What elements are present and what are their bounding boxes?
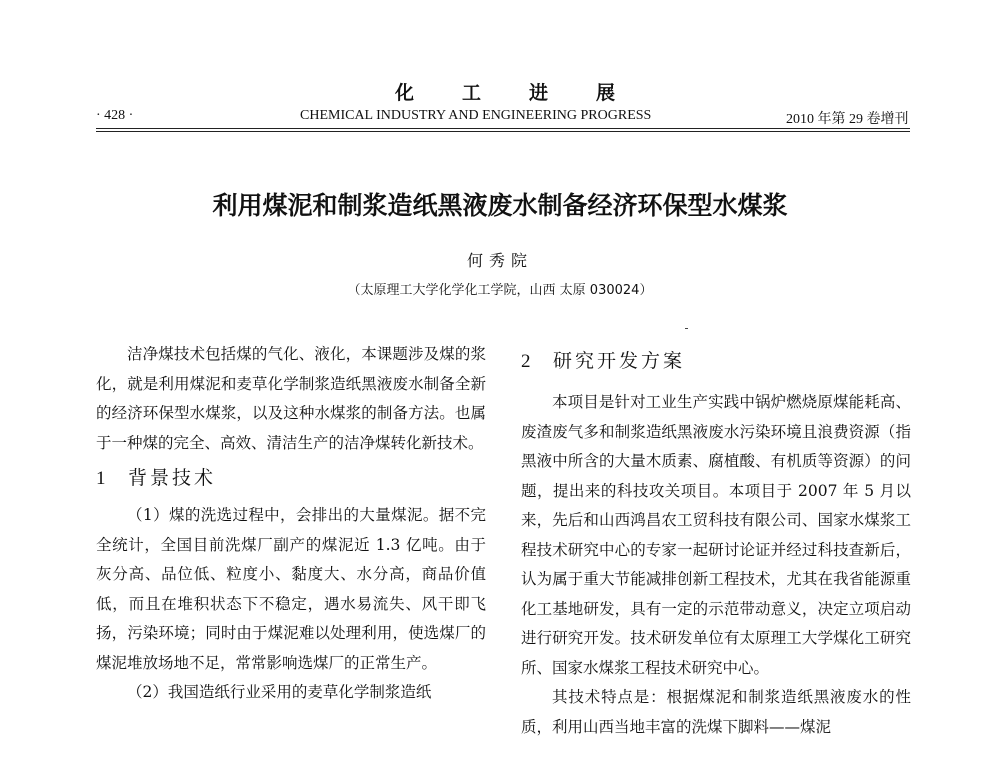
right-column bbox=[521, 345, 911, 742]
page-number: · 428 · bbox=[96, 108, 134, 123]
header-rule-thin bbox=[96, 131, 910, 132]
section-number: 2 bbox=[521, 351, 534, 372]
journal-name-cn bbox=[395, 78, 615, 105]
author-name: 何秀院 bbox=[466, 251, 533, 270]
article-title: 利用煤泥和制浆造纸黑液废水制备经济环保型水煤浆 bbox=[212, 191, 788, 220]
body-paragraph: 本项目是针对工业生产实践中锅炉燃烧原煤能耗高、废渣废气多和制浆造纸黑液废水污染环境且浪费资源（指黑液中所含的大量木质素、腐植酸、有机质等资源）的问题，提出来的科技攻关项目。本项目于 2007 年 5 月以来，先后和山西鸿昌农工贸科技有限公司、国家水煤浆工程技术研究中心的专家一起研讨论证并经过科技查新后，认为属于重大节能减排创新工程技术，尤其在我省能源重化工基地研发，具有一定的示范带动意义，决定立项启动进行研究开发。技术研发单位有太原理工大学煤化工研究所、国家水煤浆工程技术研究中心。 bbox=[521, 393, 911, 677]
author-affiliation: （太原理工大学化学化工学院，山西 太原 030024） bbox=[347, 283, 653, 298]
body-paragraph: （1）煤的洗选过程中，会排出的大量煤泥。据不完全统计，全国目前洗煤厂副产的煤泥近 1.3 亿吨。由于灰分高、品位低、粒度小、黏度大、水分高，商品价值低，而且在堆积状态下不稳定，遇水易流失、风干即飞扬，污染环境；同时由于煤泥难以处理利用，使选煤厂的煤泥堆放场地不足，常常影响选煤厂的正常生产。 bbox=[96, 506, 486, 672]
section-2-heading bbox=[521, 345, 911, 378]
scan-mark bbox=[685, 328, 688, 329]
left-column bbox=[96, 340, 486, 708]
section-title: 研究开发方案 bbox=[553, 350, 686, 372]
section-number: 1 bbox=[96, 468, 109, 489]
journal-char: 展 bbox=[595, 82, 615, 104]
body-paragraph: （2）我国造纸行业采用的麦草化学制浆造纸 bbox=[127, 683, 432, 701]
issue-info: 2010 年第 29 卷增刊 bbox=[786, 112, 909, 127]
intro-paragraph: 洁净煤技术包括煤的气化、液化，本课题涉及煤的浆化，就是利用煤泥和麦草化学制浆造纸黑液废水制备全新的经济环保型水煤浆，以及这种水煤浆的制备方法。也属于一种煤的完全、高效、清洁生产的洁净煤转化新技术。 bbox=[96, 345, 486, 452]
journal-char: 进 bbox=[528, 82, 548, 104]
body-paragraph: 其技术特点是：根据煤泥和制浆造纸黑液废水的性质，利用山西当地丰富的洗煤下脚料——煤泥 bbox=[521, 688, 911, 736]
section-1-heading bbox=[96, 462, 486, 495]
header-rule bbox=[96, 128, 910, 129]
journal-char: 化 bbox=[395, 82, 415, 104]
journal-char: 工 bbox=[461, 82, 481, 104]
journal-name-en: CHEMICAL INDUSTRY AND ENGINEERING PROGRESS bbox=[300, 108, 652, 123]
section-title: 背景技术 bbox=[128, 467, 217, 489]
